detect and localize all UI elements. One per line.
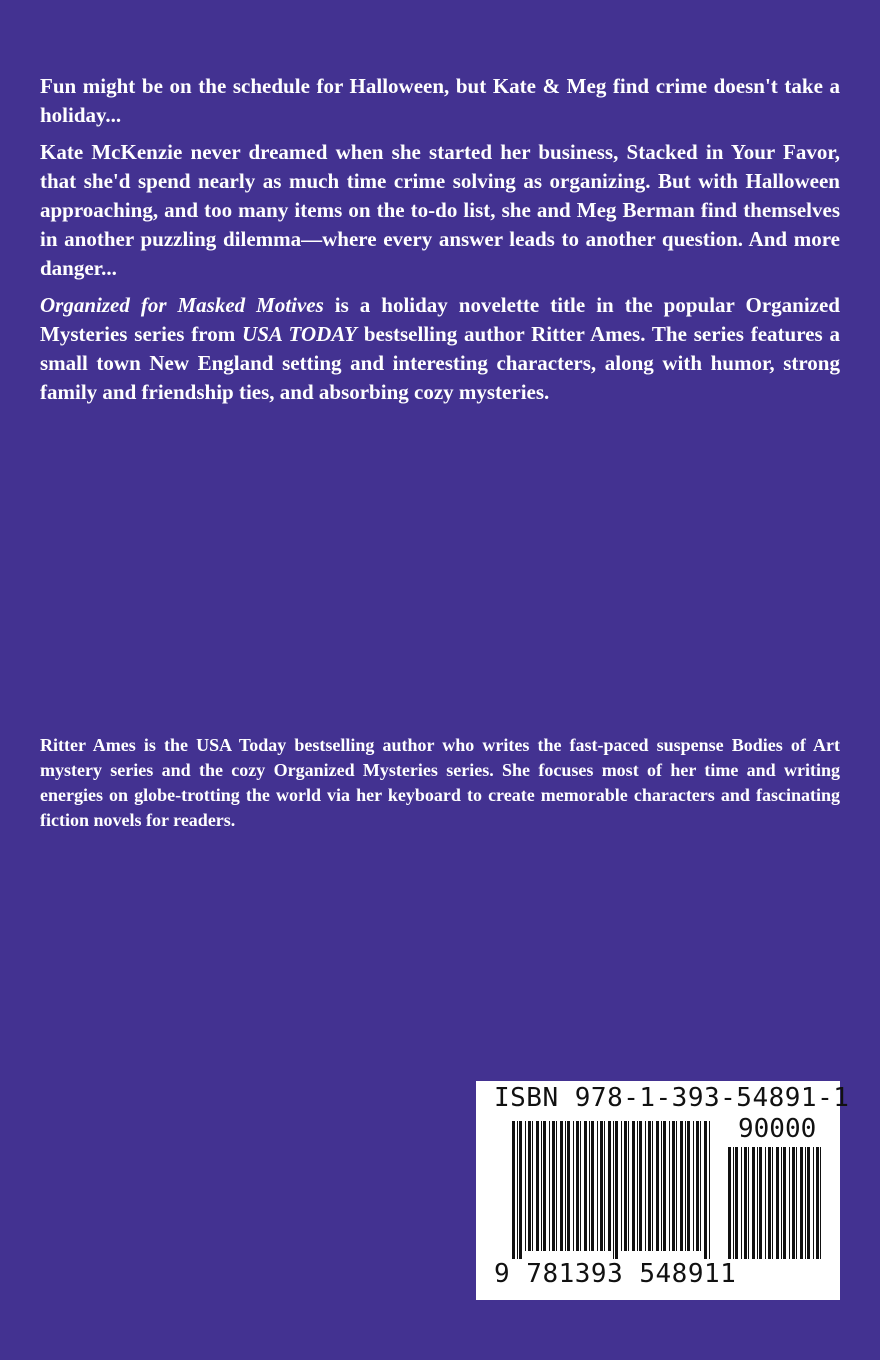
isbn-barcode bbox=[476, 1081, 850, 1300]
barcode-bar bbox=[639, 1121, 642, 1251]
barcode-bar bbox=[772, 1147, 773, 1259]
barcode-bar bbox=[783, 1147, 786, 1259]
barcode-bar bbox=[680, 1121, 683, 1251]
barcode-bar bbox=[672, 1121, 675, 1251]
barcode-bar bbox=[549, 1121, 550, 1251]
barcode-bar bbox=[816, 1147, 819, 1259]
barcode-bar bbox=[608, 1121, 611, 1251]
barcode-bar bbox=[685, 1121, 686, 1251]
ean-digits: 9 781393 548911 bbox=[494, 1259, 737, 1289]
barcode-bar bbox=[656, 1121, 659, 1251]
barcode-bar bbox=[744, 1147, 747, 1259]
barcode-bar bbox=[759, 1147, 762, 1259]
barcode-bar bbox=[765, 1147, 766, 1259]
barcode-bar bbox=[632, 1121, 635, 1251]
usa-today-label: USA TODAY bbox=[242, 322, 358, 346]
barcode-bar bbox=[580, 1121, 581, 1251]
barcode-bar bbox=[820, 1147, 821, 1259]
barcode-bar bbox=[757, 1147, 758, 1259]
barcode-bar bbox=[621, 1121, 622, 1251]
blurb-synopsis: Kate McKenzie never dreamed when she started her business, Stacked in Your Favor, that she'd spend nearly as much time crime solving as organizing. But with Halloween approaching, and too many items on the to-do list, she and Meg Berman find themselves in another puzzling dilemma—where every answer leads to another question. And more danger... bbox=[40, 140, 840, 280]
barcode-bar bbox=[748, 1147, 749, 1259]
barcode-bar bbox=[813, 1147, 814, 1259]
barcode-bar bbox=[565, 1121, 566, 1251]
barcode-bar bbox=[792, 1147, 795, 1259]
barcode-bar bbox=[528, 1121, 531, 1251]
barcode-bar bbox=[584, 1121, 587, 1251]
barcode-bar bbox=[648, 1121, 651, 1251]
barcode-bar bbox=[805, 1147, 806, 1259]
barcode-bar bbox=[628, 1121, 629, 1251]
barcode-bar bbox=[589, 1121, 590, 1251]
barcode-bar bbox=[704, 1121, 707, 1259]
blurb-hook: Fun might be on the schedule for Halloween, but Kate & Meg find crime doesn't take a holiday... bbox=[40, 74, 840, 127]
barcode-bar bbox=[552, 1121, 555, 1251]
barcode-bar bbox=[600, 1121, 603, 1251]
isbn-label: ISBN 978-1-393-54891-1 bbox=[494, 1083, 850, 1113]
barcode-bar bbox=[796, 1147, 797, 1259]
barcode-bar bbox=[604, 1121, 605, 1251]
barcode-bar bbox=[543, 1121, 546, 1251]
barcode-bar bbox=[696, 1121, 699, 1251]
barcode-bar bbox=[556, 1121, 557, 1251]
barcode-bar bbox=[525, 1121, 526, 1251]
barcode-bar bbox=[591, 1121, 594, 1251]
barcode-bar bbox=[512, 1121, 515, 1259]
book-blurb bbox=[40, 72, 840, 415]
barcode-bar bbox=[645, 1121, 646, 1251]
barcode-bar bbox=[519, 1121, 522, 1259]
barcode-bar bbox=[541, 1121, 542, 1251]
barcode-bar bbox=[652, 1121, 653, 1251]
barcode-bar bbox=[781, 1147, 782, 1259]
barcode-bar bbox=[663, 1121, 666, 1251]
book-title: Organized for Masked Motives bbox=[40, 293, 324, 317]
barcode-bar bbox=[693, 1121, 694, 1251]
barcode-bar bbox=[560, 1121, 563, 1251]
barcode-bar bbox=[597, 1121, 598, 1251]
barcode-bar bbox=[709, 1121, 710, 1259]
barcode-bar bbox=[733, 1147, 734, 1259]
barcode-bar bbox=[800, 1147, 803, 1259]
barcode-bar bbox=[676, 1121, 677, 1251]
barcode-bar bbox=[624, 1121, 627, 1251]
barcode-bar bbox=[576, 1121, 579, 1251]
barcode-bar bbox=[741, 1147, 742, 1259]
barcode-bar bbox=[532, 1121, 533, 1251]
barcode-bar bbox=[789, 1147, 790, 1259]
barcode-bar bbox=[567, 1121, 570, 1251]
barcode-bar bbox=[768, 1147, 771, 1259]
barcode-bar bbox=[700, 1121, 701, 1251]
barcode-bar bbox=[728, 1147, 731, 1259]
barcode-bar bbox=[615, 1121, 618, 1259]
barcode-bar bbox=[776, 1147, 779, 1259]
barcode-bar bbox=[807, 1147, 810, 1259]
blurb-series-note bbox=[40, 291, 840, 407]
barcode-bar bbox=[613, 1121, 614, 1259]
barcode-bar bbox=[573, 1121, 574, 1251]
barcode-bar bbox=[661, 1121, 662, 1251]
barcode-bar bbox=[735, 1147, 738, 1259]
barcode-bar bbox=[669, 1121, 670, 1251]
series-note-text-1: is a holiday novelette title in the popular Organized Mysteries series from bbox=[40, 293, 840, 346]
barcode-bar bbox=[752, 1147, 755, 1259]
barcode-bar bbox=[687, 1121, 690, 1251]
barcode-bar bbox=[517, 1121, 518, 1259]
price-code: 90000 bbox=[738, 1114, 817, 1144]
barcode-bar bbox=[637, 1121, 638, 1251]
author-bio: Ritter Ames is the USA Today bestselling author who writes the fast-paced suspense Bodies of Art mystery series and the cozy Organized Mysteries series. She focuses most of her time and writing energies on globe-trotting the world via her keyboard to create memorable characters and fascinating fiction novels for readers. bbox=[40, 735, 840, 830]
series-note-text-2: bestselling author Ritter Ames. The series features a small town New England setting and interesting characters, along with humor, strong family and friendship ties, and absorbing cozy mysteries. bbox=[40, 322, 840, 404]
barcode-bar bbox=[536, 1121, 539, 1251]
